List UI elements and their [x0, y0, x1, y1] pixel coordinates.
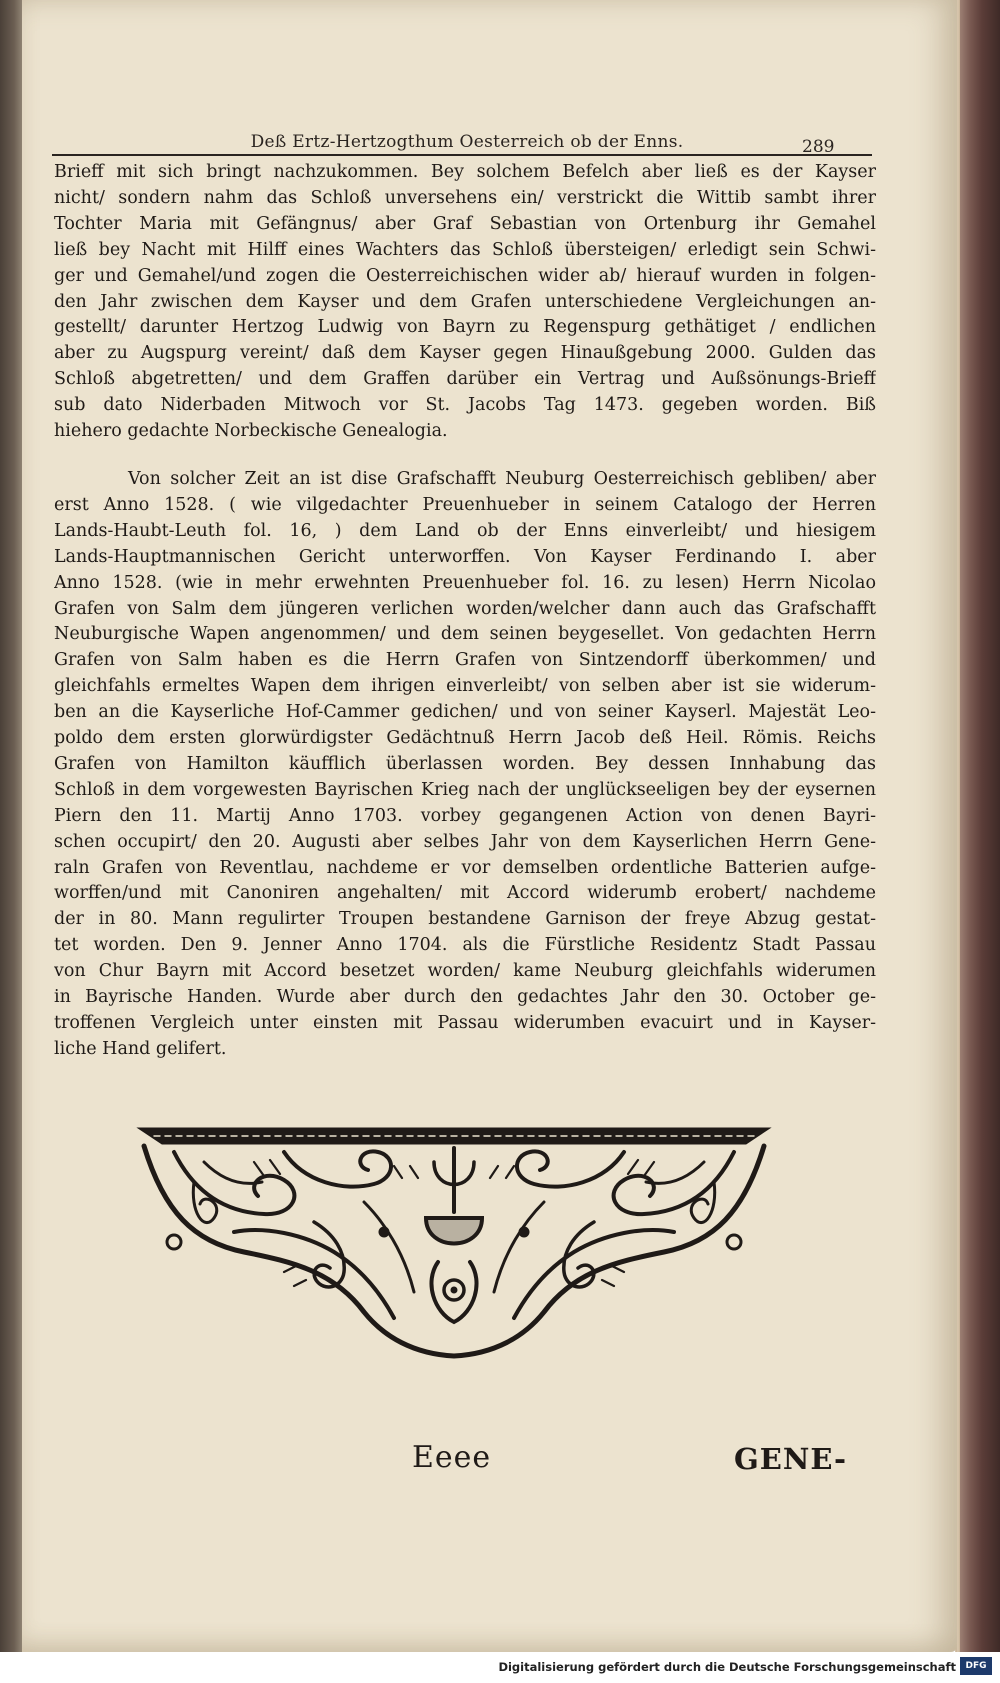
text-line: Anno 1528. (wie in mehr erwehnten Preuenhueber fol. 16. zu lesen) Herrn Nicolao: [54, 572, 876, 593]
text-line: poldo dem ersten glorwürdigster Gedächtnuß Herrn Jacob deß Heil. Römis. Reichs: [54, 728, 876, 749]
text-line: gestellt/ darunter Hertzog Ludwig von Bayrn zu Regenspurg gethätiget / endlichen: [54, 317, 876, 338]
text-line: gleichfahls ermeltes Wapen dem ihrigen einverleibt/ von selben aber ist sie widerum-: [54, 676, 876, 697]
text-line: Grafen von Salm haben es die Herrn Grafen von Sintzendorff überkommen/ und: [54, 650, 876, 671]
text-line: Schloß abgetretten/ und dem Graffen darüber ein Vertrag und Außsönungs-Brieff: [54, 369, 876, 390]
text-line: Schloß in dem vorgewesten Bayrischen Krieg nach der unglückseeligen bey der eysernen: [54, 779, 876, 800]
catchword: GENE-: [734, 1442, 848, 1476]
text-line: hiehero gedachte Norbeckische Genealogia.: [54, 421, 448, 442]
text-line: in Bayrische Handen. Wurde aber durch den gedachtes Jahr den 30. October ge-: [54, 987, 876, 1008]
paragraph-gap: [54, 445, 876, 467]
body-text: [54, 160, 876, 1063]
text-line: Piern den 11. Martij Anno 1703. vorbey gegangenen Action von denen Bayri-: [54, 805, 876, 826]
text-line: troffenen Vergleich unter einsten mit Passau widerumben evacuirt und in Kayser-: [54, 1013, 876, 1033]
text-line: schen occupirt/ den 20. Augusti aber selbes Jahr von dem Kayserlichen Herrn Gene-: [54, 831, 876, 852]
text-line: worffen/und mit Canoniren angehalten/ mit Accord widerumb erobert/ nachdeme: [54, 883, 876, 904]
text-line: Tochter Maria mit Gefängnus/ aber Graf Sebastian von Ortenburg ihr Gemahel: [54, 213, 876, 234]
text-line: sub dato Niderbaden Mitwoch vor St. Jacobs Tag 1473. gegeben worden. Biß: [54, 395, 876, 416]
printer-signature-mark: Eeee: [412, 1440, 492, 1475]
text-line: Grafen von Salm dem jüngeren verlichen worden/welcher dann auch das Grafschafft: [54, 598, 876, 619]
text-line: tet worden. Den 9. Jenner Anno 1704. als die Fürstliche Residentz Stadt Passau: [54, 935, 876, 956]
dfg-logo-icon: DFG: [960, 1657, 992, 1675]
text-line: den Jahr zwischen dem Kayser und dem Grafen unterschiedene Vergleichungen an-: [54, 291, 876, 312]
text-line: Grafen von Hamilton käufflich überlassen worden. Bey dessen Innhabung das: [54, 753, 876, 774]
page-number: 289: [802, 137, 835, 157]
woodcut-tailpiece-ornament: [134, 1122, 774, 1362]
running-title: Deß Ertz-Hertzogthum Oesterreich ob der Enns.: [250, 132, 684, 152]
text-line: ger und Gemahel/und zogen die Oesterreichischen wider ab/ hierauf wurden in folgen-: [54, 265, 876, 286]
text-line: Lands-Hauptmannischen Gericht unterworffen. Von Kayser Ferdinando I. aber: [54, 546, 876, 567]
text-line: von Chur Bayrn mit Accord besetzet worden/ kame Neuburg gleichfahls widerumen: [54, 961, 876, 982]
text-line: ben an die Kayserliche Hof-Cammer gedichen/ und von seiner Kayserl. Majestät Leo-: [54, 702, 876, 723]
text-line: der in 80. Mann regulirter Troupen bestandene Garnison der freye Abzug gestat-: [54, 909, 876, 930]
text-line: Lands-Haubt-Leuth fol. 16, ) dem Land ob der Enns einverleibt/ und hiesigem: [54, 520, 876, 541]
text-line: liche Hand gelifert.: [54, 1038, 227, 1059]
book-page: [22, 0, 957, 1652]
text-line: Neuburgische Wapen angenommen/ und dem seinen beygesellet. Von gedachten Herrn: [54, 624, 876, 645]
text-line: Brieff mit sich bringt nachzukommen. Bey solchem Befelch aber ließ es der Kayser: [54, 162, 876, 182]
text-line: aber zu Augspurg vereint/ daß dem Kayser gegen Hinaußgebung 2000. Gulden das: [54, 343, 876, 364]
text-line: raln Grafen von Reventlau, nachdeme er vor demselben ordentliche Batterien aufge-: [54, 857, 876, 878]
text-line: nicht/ sondern nahm das Schloß unversehens ein/ verstrickt die Wittib sambt ihrer: [54, 187, 876, 208]
text-line: ließ bey Nacht mit Hilff eines Wachters das Schloß übersteigen/ erledigt sein Schwi-: [54, 239, 876, 260]
header-rule: [52, 154, 872, 156]
funding-credit: Digitalisierung gefördert durch die Deutsche Forschungsgemeinschaft: [498, 1660, 956, 1674]
text-line: erst Anno 1528. ( wie vilgedachter Preuenhueber in seinem Catalogo der Herren: [54, 494, 876, 515]
text-line: Von solcher Zeit an ist dise Grafschafft Neuburg Oesterreichisch gebliben/ aber: [128, 468, 876, 489]
book-binding: [960, 0, 1000, 1683]
